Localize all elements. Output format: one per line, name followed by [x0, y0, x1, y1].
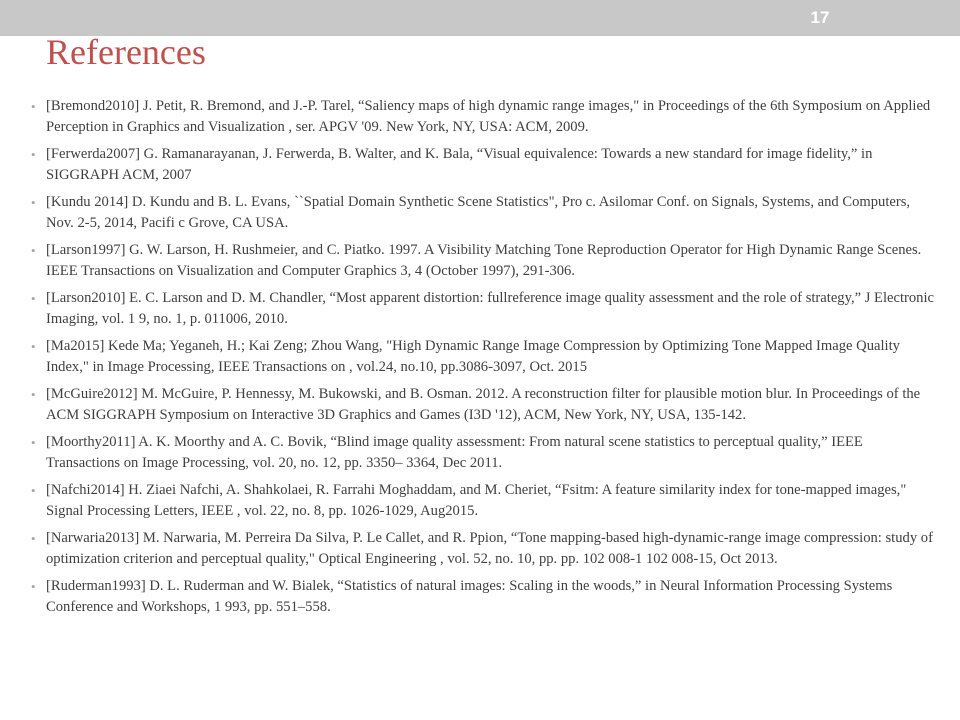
reference-item-ruderman1993: • [Ruderman1993] D. L. Ruderman and W. Bialek, “Statistics of natural images: Scaling in the woods,” in Neural Information Processing Systems Conference and Workshops, 1 993, pp. 551–558. [46, 576, 938, 618]
slide-title: References [46, 32, 206, 72]
page-number: 17 [810, 8, 830, 27]
reference-item-mcguire2012: • [McGuire2012] M. McGuire, P. Hennessy, M. Bukowski, and B. Osman. 2012. A reconstruction filter for plausible motion blur. In Proceedings of the ACM SIGGRAPH Symposium on Interactive 3D Graphics and Games (I3D '12), ACM, New York, NY, USA, 135-142. [46, 384, 938, 426]
reference-item-bremond2010: • [Bremond2010] J. Petit, R. Bremond, and J.-P. Tarel, “Saliency maps of high dynamic range images," in Proceedings of the 6th Symposium on Applied Perception in Graphics and Visualization , ser. APGV '09. New York, NY, USA: ACM, 2009. [46, 96, 938, 138]
reference-item-ferwerda2007: • [Ferwerda2007] G. Ramanarayanan, J. Ferwerda, B. Walter, and K. Bala, “Visual equivalence: Towards a new standard for image fidelity,” in SIGGRAPH ACM, 2007 [46, 144, 938, 186]
reference-list [46, 96, 938, 624]
reference-item-ma2015: • [Ma2015] Kede Ma; Yeganeh, H.; Kai Zeng; Zhou Wang, "High Dynamic Range Image Compression by Optimizing Tone Mapped Image Quality Index," in Image Processing, IEEE Transactions on , vol.24, no.10, pp.3086-3097, Oct. 2015 [46, 336, 938, 378]
reference-item-nafchi2014: • [Nafchi2014] H. Ziaei Nafchi, A. Shahkolaei, R. Farrahi Moghaddam, and M. Cheriet, “Fsitm: A feature similarity index for tone-mapped images," Signal Processing Letters, IEEE , vol. 22, no. 8, pp. 1026-1029, Aug2015. [46, 480, 938, 522]
reference-item-larson1997: • [Larson1997] G. W. Larson, H. Rushmeier, and C. Piatko. 1997. A Visibility Matching Tone Reproduction Operator for High Dynamic Range Scenes. IEEE Transactions on Visualization and Computer Graphics 3, 4 (October 1997), 291-306. [46, 240, 938, 282]
reference-item-kundu2014: • [Kundu 2014] D. Kundu and B. L. Evans, ``Spatial Domain Synthetic Scene Statistics", Pro c. Asilomar Conf. on Signals, Systems, and Computers, Nov. 2-5, 2014, Pacifi c Grove, CA USA. [46, 192, 938, 234]
reference-item-moorthy2011: • [Moorthy2011] A. K. Moorthy and A. C. Bovik, “Blind image quality assessment: From natural scene statistics to perceptual quality,” IEEE Transactions on Image Processing, vol. 20, no. 12, pp. 3350– 3364, Dec 2011. [46, 432, 938, 474]
reference-item-larson2010: • [Larson2010] E. C. Larson and D. M. Chandler, “Most apparent distortion: fullreference image quality assessment and the role of strategy,” J Electronic Imaging, vol. 1 9, no. 1, p. 011006, 2010. [46, 288, 938, 330]
reference-item-narwaria2013: • [Narwaria2013] M. Narwaria, M. Perreira Da Silva, P. Le Callet, and R. Ppion, “Tone mapping-based high-dynamic-range image compression: study of optimization criterion and perceptual quality," Optical Engineering , vol. 52, no. 10, pp. pp. 102 008-1 102 008-15, Oct 2013. [46, 528, 938, 570]
